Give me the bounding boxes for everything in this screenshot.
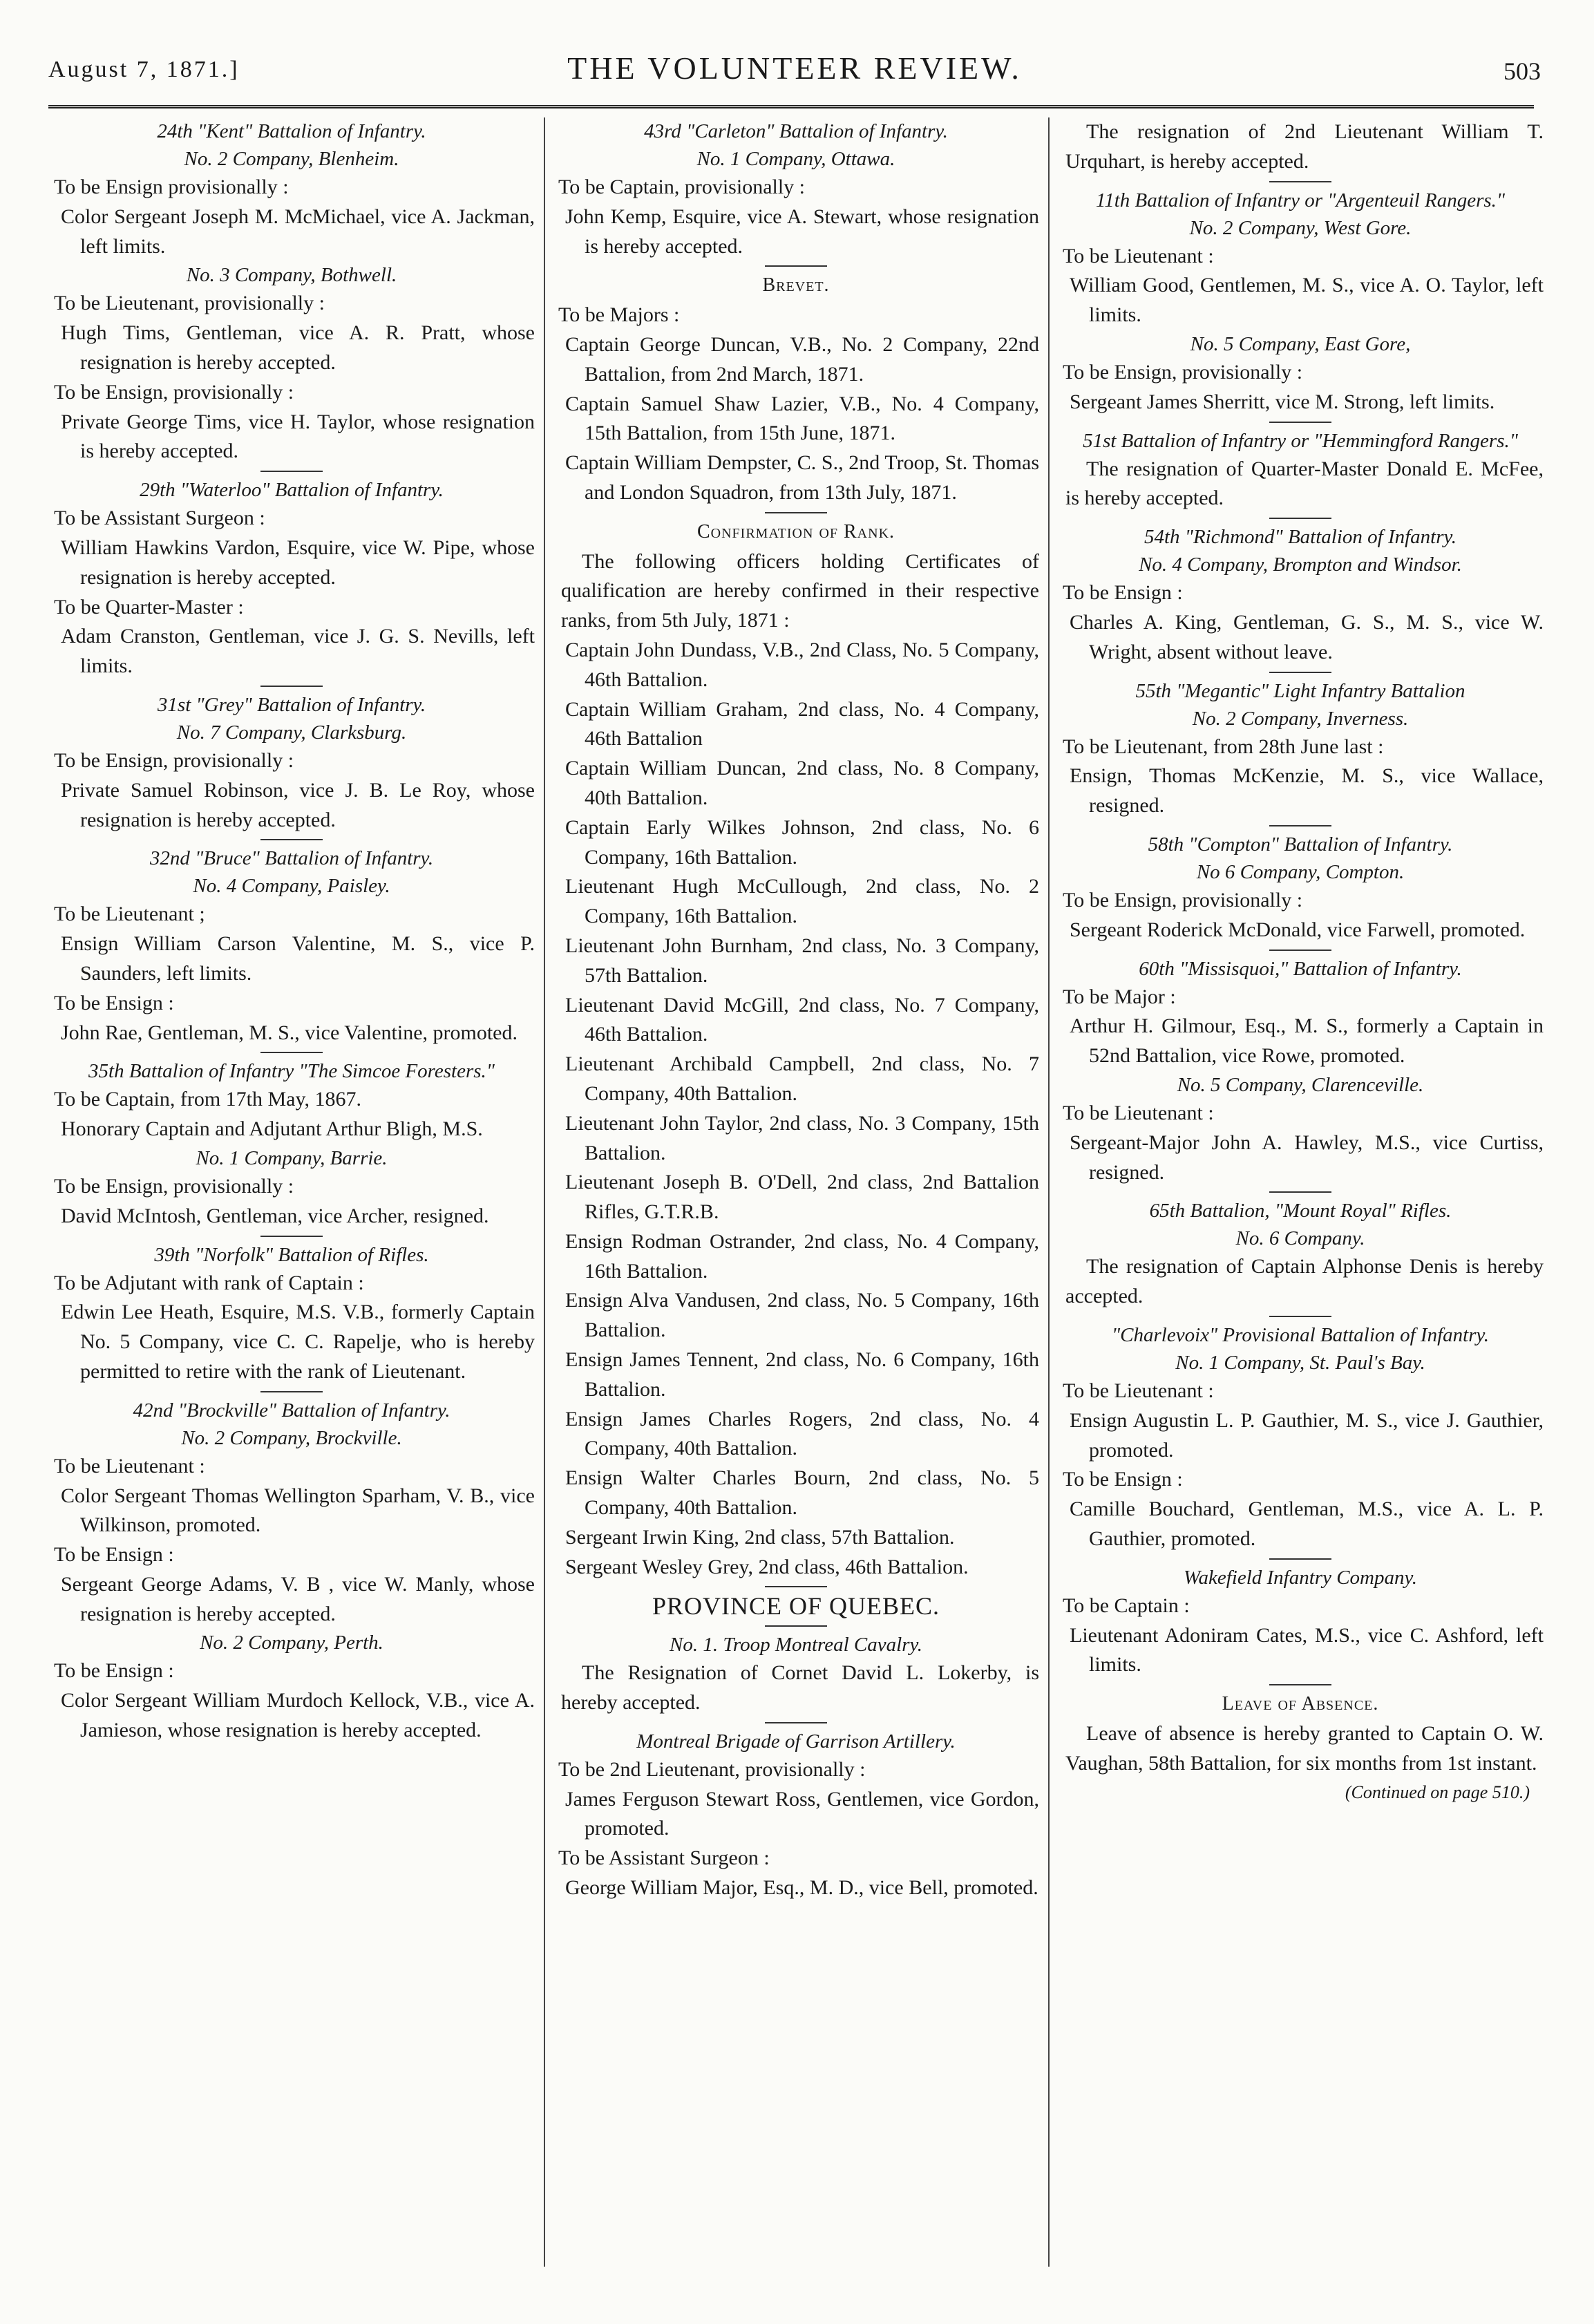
section-heading: 55th "Megantic" Light Infantry Battalion: [1135, 679, 1465, 702]
appointment-entry: Lieutenant Archibald Campbell, 2nd class, No. 7 Company, 40th Battalion.: [565, 1052, 1039, 1105]
separator-rule: [260, 1236, 323, 1237]
section-heading: 24th "Kent" Battalion of Infantry.: [157, 120, 426, 142]
separator-rule: [765, 1586, 827, 1587]
appointment-entry: Ensign James Tennent, 2nd class, No. 6 Company, 16th Battalion.: [565, 1348, 1039, 1401]
section-heading: 29th "Waterloo" Battalion of Infantry.: [140, 479, 444, 502]
separator-rule: [1269, 1316, 1331, 1317]
appointment-entry: Edwin Lee Heath, Esquire, M.S. V.B., formerly Captain No. 5 Company, vice C. C. Rapelje, who is hereby permitted to retire with the rank of Lieutenant.: [61, 1301, 535, 1383]
appointment-rank: To be Lieutenant :: [1063, 1101, 1214, 1124]
section-heading: Wakefield Infantry Company.: [1183, 1566, 1418, 1589]
appointment-rank: To be Ensign provisionally :: [54, 176, 289, 198]
notice-paragraph: The resignation of Captain Alphonse Denis is hereby accepted.: [1065, 1255, 1544, 1308]
section-heading: 65th Battalion, "Mount Royal" Rifles.: [1149, 1200, 1452, 1222]
column-2: [553, 117, 1039, 1903]
appointment-entry: Ensign Walter Charles Bourn, 2nd class, No. 5 Company, 40th Battalion.: [565, 1466, 1039, 1520]
issue-date: August 7, 1871.]: [48, 57, 240, 82]
appointment-rank: To be Ensign, provisionally :: [54, 748, 294, 772]
appointment-entry: Hugh Tims, Gentleman, vice A. R. Pratt, whose resignation is hereby accepted.: [61, 321, 535, 374]
column-1: [48, 117, 535, 1746]
appointment-entry: Sergeant Roderick McDonald, vice Farwell, promoted.: [1070, 918, 1526, 941]
separator-rule: [1269, 422, 1331, 423]
appointment-rank: To be Major :: [1063, 985, 1176, 1008]
appointment-entry: Captain George Duncan, V.B., No. 2 Company, 22nd Battalion, from 2nd March, 1871.: [565, 332, 1039, 386]
appointment-entry: Sergeant James Sherritt, vice M. Strong, left limits.: [1070, 390, 1495, 413]
section-heading: 58th "Compton" Battalion of Infantry.: [1148, 833, 1453, 856]
section-heading: No. 5 Company, Clarenceville.: [1177, 1073, 1424, 1096]
section-heading: "Charlevoix" Provisional Battalion of Infantry.: [1111, 1323, 1490, 1346]
separator-rule: [1269, 518, 1331, 519]
section-heading: 11th Battalion of Infantry or "Argenteuil Rangers.": [1095, 189, 1506, 211]
appointment-entry: David McIntosh, Gentleman, vice Archer, resigned.: [61, 1204, 489, 1227]
appointment-entry: Captain William Duncan, 2nd class, No. 8 Company, 40th Battalion.: [565, 757, 1039, 809]
separator-rule: [765, 1625, 827, 1627]
notice-heading: Leave of Absence.: [1222, 1693, 1379, 1715]
appointment-entry: Lieutenant Joseph B. O'Dell, 2nd class, 2nd Battalion Rifles, G.T.R.B.: [565, 1171, 1039, 1224]
running-header: [48, 47, 1541, 95]
appointment-rank: To be Assistant Surgeon :: [558, 1846, 770, 1870]
appointment-entry: Lieutenant David McGill, 2nd class, No. 7 Company, 46th Battalion.: [565, 993, 1039, 1046]
section-heading: No. 2 Company, Inverness.: [1192, 707, 1409, 730]
appointment-entry: Ensign William Carson Valentine, M. S., vice P. Saunders, left limits.: [61, 932, 535, 985]
appointment-entry: Sergeant Irwin King, 2nd class, 57th Battalion.: [565, 1525, 955, 1549]
section-heading: No. 3 Company, Bothwell.: [186, 264, 397, 287]
appointment-rank: To be Ensign :: [54, 1543, 174, 1567]
appointment-rank: To be Ensign :: [54, 1659, 174, 1683]
section-heading: 43rd "Carleton" Battalion of Infantry.: [644, 120, 948, 142]
separator-rule: [1269, 825, 1331, 826]
appointment-entry: Captain Early Wilkes Johnson, 2nd class, No. 6 Company, 16th Battalion.: [565, 815, 1039, 869]
column-divider: [544, 117, 545, 2267]
appointment-entry: John Rae, Gentleman, M. S., vice Valentine, promoted.: [61, 1021, 518, 1044]
appointment-rank: To be Ensign, provisionally :: [54, 380, 294, 404]
appointment-rank: To be Captain, provisionally :: [558, 176, 806, 198]
appointment-entry: Captain William Graham, 2nd class, No. 4 Company, 46th Battalion: [565, 697, 1039, 750]
appointment-entry: Honorary Captain and Adjutant Arthur Bligh, M.S.: [61, 1117, 483, 1141]
appointment-entry: Ensign James Charles Rogers, 2nd class, No. 4 Company, 40th Battalion.: [565, 1407, 1039, 1460]
appointment-entry: Charles A. King, Gentleman, G. S., M. S., vice W. Wright, absent without leave.: [1070, 610, 1544, 663]
separator-rule: [1269, 672, 1331, 673]
separator-rule: [1269, 1558, 1331, 1560]
appointment-rank: To be Lieutenant :: [54, 1454, 205, 1477]
section-heading: No. 2 Company, Blenheim.: [184, 148, 399, 170]
appointment-rank: To be Lieutenant, provisionally :: [54, 292, 325, 315]
section-heading: No. 4 Company, Brompton and Windsor.: [1139, 554, 1462, 576]
section-heading: No. 2 Company, West Gore.: [1189, 216, 1412, 239]
appointment-entry: Ensign Augustin L. P. Gauthier, M. S., vice J. Gauthier, promoted.: [1070, 1408, 1544, 1462]
section-heading: No. 1 Company, Barrie.: [196, 1146, 388, 1169]
appointment-entry: Lieutenant Adoniram Cates, M.S., vice C. Ashford, left limits.: [1070, 1623, 1544, 1676]
appointment-entry: Captain John Dundass, V.B., 2nd Class, No. 5 Company, 46th Battalion.: [565, 638, 1039, 691]
notice-paragraph: The Resignation of Cornet David L. Lokerby, is hereby accepted.: [561, 1661, 1039, 1714]
appointment-entry: William Good, Gentlemen, M. S., vice A. O. Taylor, left limits.: [1070, 274, 1544, 327]
appointment-entry: Ensign, Thomas McKenzie, M. S., vice Wallace, resigned.: [1070, 764, 1544, 818]
separator-rule: [260, 1052, 323, 1053]
section-heading: 42nd "Brockville" Battalion of Infantry.: [133, 1399, 450, 1421]
appointment-entry: John Kemp, Esquire, vice A. Stewart, whose resignation is hereby accepted.: [565, 205, 1039, 258]
notice-paragraph: The following officers holding Certificates of qualification are hereby confirmed in their respective ranks, from 5th July, 1871 :: [561, 549, 1039, 632]
section-heading: No. 1. Troop Montreal Cavalry.: [669, 1634, 922, 1656]
separator-rule: [260, 839, 323, 840]
appointment-rank: To be Assistant Surgeon :: [54, 507, 265, 530]
separator-rule: [1269, 950, 1331, 951]
continuation-note: (Continued on page 510.): [1345, 1782, 1530, 1803]
appointment-rank: To be Ensign :: [54, 991, 174, 1014]
section-heading: No. 5 Company, East Gore,: [1190, 332, 1411, 355]
appointment-rank: To be Ensign :: [1063, 1468, 1183, 1491]
appointment-entry: Camille Bouchard, Gentleman, M.S., vice A. L. P. Gauthier, promoted.: [1070, 1498, 1544, 1550]
appointment-rank: To be Lieutenant :: [1063, 244, 1214, 267]
appointment-entry: William Hawkins Vardon, Esquire, vice W. Pipe, whose resignation is hereby accepted.: [61, 536, 535, 589]
appointment-entry: Captain William Dempster, C. S., 2nd Troop, St. Thomas and London Squadron, from 13th July, 1871.: [565, 451, 1039, 504]
notice-heading: Brevet.: [762, 274, 830, 296]
appointment-rank: To be Lieutenant, from 28th June last :: [1063, 735, 1384, 758]
appointment-entry: Private Samuel Robinson, vice J. B. Le Roy, whose resignation is hereby accepted.: [61, 778, 535, 831]
province-title: PROVINCE OF QUEBEC.: [652, 1592, 940, 1621]
column-divider: [1048, 117, 1050, 2267]
notice-paragraph: The resignation of 2nd Lieutenant William T. Urquhart, is hereby accepted.: [1065, 120, 1544, 173]
appointment-rank: To be 2nd Lieutenant, provisionally :: [558, 1757, 866, 1781]
notice-heading: Confirmation of Rank.: [696, 520, 895, 542]
appointment-rank: To be Lieutenant ;: [54, 903, 205, 926]
appointment-rank: To be Majors :: [558, 303, 680, 327]
appointment-entry: Ensign Alva Vandusen, 2nd class, No. 5 Company, 16th Battalion.: [565, 1289, 1039, 1342]
separator-rule: [765, 512, 827, 513]
appointment-entry: James Ferguson Stewart Ross, Gentlemen, vice Gordon, promoted.: [565, 1787, 1039, 1840]
section-heading: No. 6 Company.: [1235, 1227, 1365, 1250]
separator-rule: [260, 471, 323, 472]
appointment-entry: Color Sergeant Thomas Wellington Sparham, V. B., vice Wilkinson, promoted.: [61, 1484, 535, 1537]
appointment-entry: Color Sergeant William Murdoch Kellock, V.B., vice A. Jamieson, whose resignation is hereby accepted.: [61, 1689, 535, 1742]
notice-paragraph: The resignation of Quarter-Master Donald E. McFee, is hereby accepted.: [1065, 457, 1544, 510]
separator-rule: [765, 265, 827, 267]
section-heading: Montreal Brigade of Garrison Artillery.: [636, 1730, 956, 1753]
appointment-rank: To be Lieutenant :: [1063, 1379, 1214, 1402]
appointment-entry: Lieutenant Hugh McCullough, 2nd class, No. 2 Company, 16th Battalion.: [565, 875, 1039, 928]
separator-rule: [1269, 1191, 1331, 1193]
appointment-entry: George William Major, Esq., M. D., vice Bell, promoted.: [565, 1876, 1038, 1900]
appointment-rank: To be Ensign :: [1063, 581, 1183, 605]
appointment-entry: Sergeant George Adams, V. B , vice W. Manly, whose resignation is hereby accepted.: [61, 1572, 535, 1625]
section-heading: 54th "Richmond" Battalion of Infantry.: [1144, 526, 1457, 549]
appointment-rank: To be Captain :: [1063, 1594, 1190, 1617]
appointment-rank: To be Ensign, provisionally :: [54, 1174, 294, 1198]
section-heading: 60th "Missisquoi," Battalion of Infantry.: [1139, 957, 1462, 980]
appointment-rank: To be Ensign, provisionally :: [1063, 360, 1303, 384]
appointment-entry: Adam Cranston, Gentleman, vice J. G. S. Nevills, left limits.: [61, 625, 535, 678]
separator-rule: [1269, 1684, 1331, 1685]
publication-title: THE VOLUNTEER REVIEW.: [567, 50, 1022, 86]
appointment-entry: Sergeant Wesley Grey, 2nd class, 46th Battalion.: [565, 1555, 969, 1578]
section-heading: No. 2 Company, Brockville.: [181, 1426, 402, 1449]
section-heading: No. 1 Company, Ottawa.: [696, 148, 895, 170]
separator-rule: [260, 1391, 323, 1392]
section-heading: 32nd "Bruce" Battalion of Infantry.: [149, 847, 434, 870]
appointment-entry: Lieutenant John Taylor, 2nd class, No. 3 Company, 15th Battalion.: [565, 1111, 1039, 1164]
section-heading: No. 4 Company, Paisley.: [193, 875, 390, 898]
section-heading: No. 7 Company, Clarksburg.: [176, 721, 407, 744]
appointment-rank: To be Captain, from 17th May, 1867.: [54, 1088, 362, 1111]
section-heading: No. 1 Company, St. Paul's Bay.: [1175, 1351, 1425, 1374]
appointment-entry: Ensign Rodman Ostrander, 2nd class, No. 4 Company, 16th Battalion.: [565, 1229, 1039, 1283]
separator-rule: [765, 1722, 827, 1723]
appointment-entry: Sergeant-Major John A. Hawley, M.S., vice Curtiss, resigned.: [1070, 1131, 1544, 1184]
appointment-entry: Captain Samuel Shaw Lazier, V.B., No. 4 Company, 15th Battalion, from 15th June, 1871.: [565, 392, 1039, 445]
section-heading: 35th Battalion of Infantry "The Simcoe Foresters.": [88, 1060, 495, 1083]
separator-rule: [1269, 181, 1331, 182]
appointment-entry: Private George Tims, vice H. Taylor, whose resignation is hereby accepted.: [61, 410, 535, 463]
appointment-rank: To be Adjutant with rank of Captain :: [54, 1271, 364, 1294]
section-heading: No. 2 Company, Perth.: [200, 1632, 383, 1654]
appointment-rank: To be Quarter-Master :: [54, 595, 244, 618]
page-number: 503: [1503, 57, 1541, 85]
section-heading: No 6 Company, Compton.: [1196, 860, 1405, 883]
notice-paragraph: Leave of absence is hereby granted to Captain O. W. Vaughan, 58th Battalion, for six months from 1st instant.: [1065, 1721, 1544, 1775]
section-heading: 39th "Norfolk" Battalion of Rifles.: [154, 1243, 429, 1266]
header-rule: [48, 105, 1534, 108]
appointment-entry: Color Sergeant Joseph M. McMichael, vice A. Jackman, left limits.: [61, 205, 535, 258]
appointment-rank: To be Ensign, provisionally :: [1063, 888, 1303, 911]
section-heading: 51st Battalion of Infantry or "Hemmingford Rangers.": [1083, 429, 1518, 452]
appointment-entry: Arthur H. Gilmour, Esq., M. S., formerly a Captain in 52nd Battalion, vice Rowe, promoted.: [1070, 1014, 1544, 1068]
appointment-entry: Lieutenant John Burnham, 2nd class, No. 3 Company, 57th Battalion.: [565, 934, 1039, 987]
separator-rule: [260, 686, 323, 687]
section-heading: 31st "Grey" Battalion of Infantry.: [157, 693, 426, 716]
column-3: [1057, 117, 1544, 1808]
